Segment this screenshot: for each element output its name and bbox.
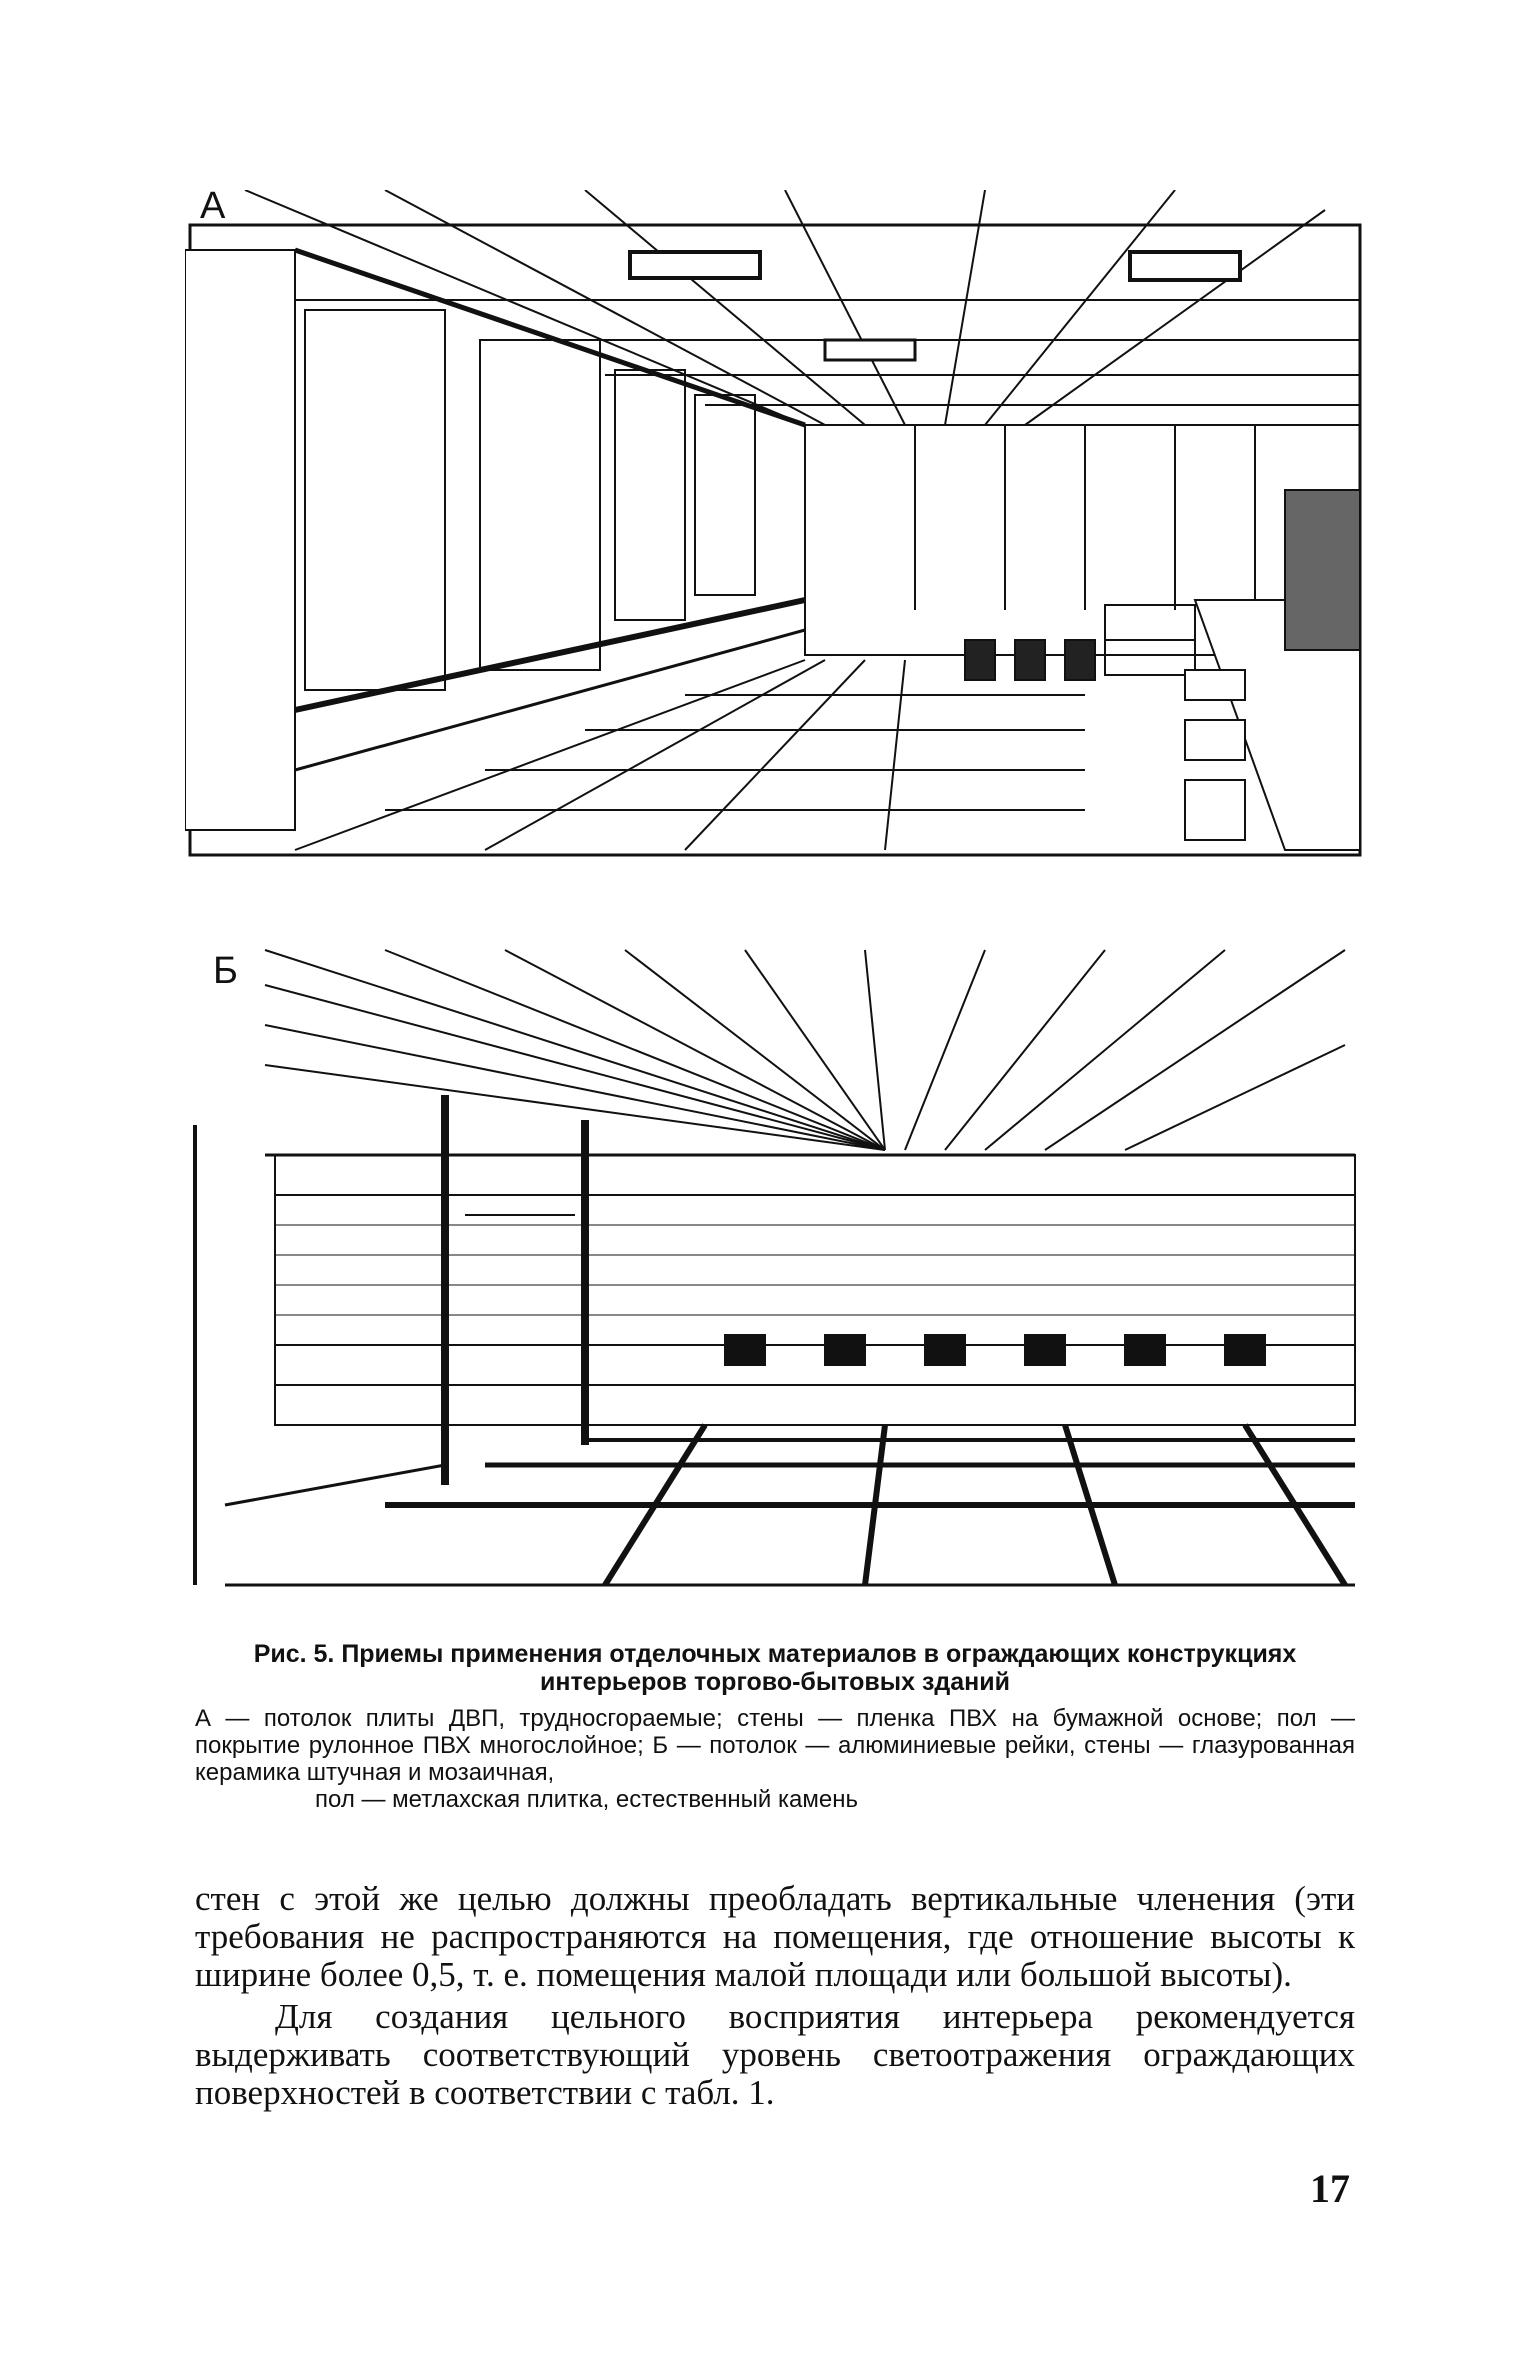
caption-line: пол — метлахская плитка, естественный камень: [315, 1786, 858, 1813]
paragraph: Для создания цельного восприятия интерьера рекомендуется выдерживать соответствующий уровень светоотражения ограждающих поверхностей в соответствии с табл. 1.: [195, 1997, 1355, 2112]
page-number: 17: [1310, 2166, 1350, 2211]
caption-line: А — потолок плиты ДВП, трудносгораемые; стены — пленка ПВХ на бумажной основе; пол — покрытие рулонное ПВХ многослойное; Б — потолок — алюминиевые рейки, стены — глазурованная керамика штучная и мозаичная,: [195, 1705, 1355, 1786]
body-text: [195, 1880, 1355, 2112]
figure-caption-title: Рис. 5. Приемы применения отделочных материалов в ограждающих конструкциях интерьеров торгово-бытовых зданий: [253, 1640, 1297, 1696]
figure-a-illustration: [185, 190, 1365, 860]
figure-a-label: А: [200, 185, 226, 227]
figure-caption-legend: [195, 1705, 1355, 1813]
figure-b-illustration: [185, 945, 1365, 1595]
paragraph: стен с этой же целью должны преобладать вертикальные членения (эти требования не распространяются на помещения, где отношение высоты к ширине более 0,5, т. е. помещения малой площади или большой высоты).: [195, 1879, 1355, 1994]
figure-b-label: Б: [213, 950, 238, 992]
